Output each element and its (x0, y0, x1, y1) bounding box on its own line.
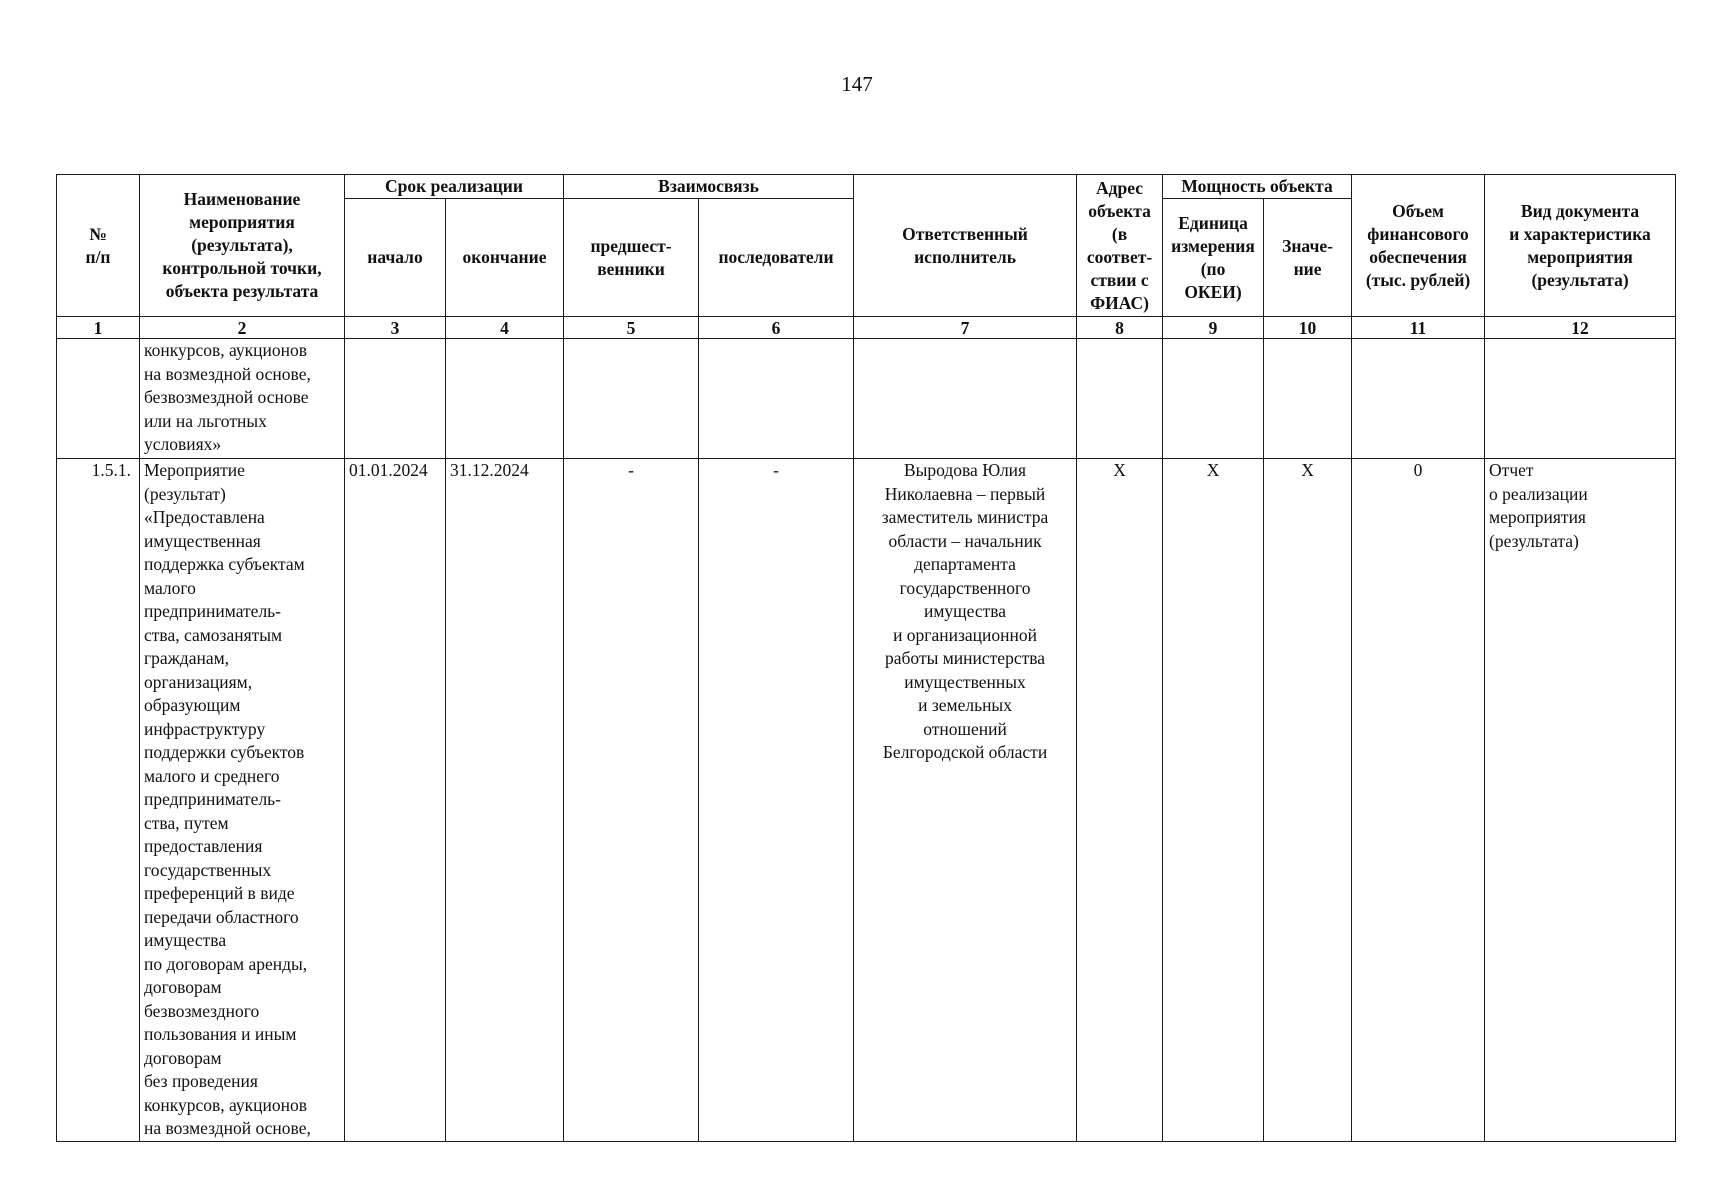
header-address: Адрес объекта (в соответ- ствии с ФИАС) (1077, 175, 1163, 317)
table-header (57, 175, 1676, 317)
column-number: 12 (1485, 317, 1676, 339)
header-successors: последователи (699, 199, 854, 317)
column-number: 9 (1163, 317, 1264, 339)
header-srok: Срок реализации (345, 175, 564, 199)
column-number: 2 (140, 317, 345, 339)
header-start: начало (345, 199, 446, 317)
start-date-cell: 01.01.2024 (345, 459, 446, 1142)
header-number: № п/п (57, 175, 140, 317)
header-end: окончание (446, 199, 564, 317)
activity-name-cell: Мероприятие (результат) «Предоставлена имущественная поддержка субъектам малого предприниматель- ства, самозанятым гражданам, организациям, образующим инфраструктуру поддержки субъектов малого и среднего предприниматель- ства, путем предоставления государственных преференций в виде передачи областного имущества по договорам аренды, договорам безвозмездного пользования и иным договорам без проведения конкурсов, аукционов на возмездной основе, (140, 459, 345, 1142)
cell-empty (854, 339, 1077, 459)
cell-empty (1485, 339, 1676, 459)
continuation-name-cell: конкурсов, аукционов на возмездной основе, безвозмездной основе или на льготных условиях» (140, 339, 345, 459)
table-row (57, 459, 1676, 1142)
column-number: 8 (1077, 317, 1163, 339)
successors-cell: - (699, 459, 854, 1142)
header-name: Наименование мероприятия (результата), контрольной точки, объекта результата (140, 175, 345, 317)
cell-empty (1264, 339, 1352, 459)
column-number: 3 (345, 317, 446, 339)
column-number: 6 (699, 317, 854, 339)
predecessors-cell: - (564, 459, 699, 1142)
cell-empty (699, 339, 854, 459)
table-row (57, 339, 1676, 459)
header-document: Вид документа и характеристика мероприятия (результата) (1485, 175, 1676, 317)
finance-cell: 0 (1352, 459, 1485, 1142)
column-numbers-row (57, 317, 1676, 339)
page-number: 147 (841, 72, 873, 96)
header-unit: Единица измерения (по ОКЕИ) (1163, 199, 1264, 317)
header-vzaimosvyaz: Взаимосвязь (564, 175, 854, 199)
column-number: 7 (854, 317, 1077, 339)
cell-empty (57, 339, 140, 459)
header-finance: Объем финансового обеспечения (тыс. рублей) (1352, 175, 1485, 317)
cell-empty (1163, 339, 1264, 459)
header-predecessors: предшест- венники (564, 199, 699, 317)
value-cell: Х (1264, 459, 1352, 1142)
cell-empty (1077, 339, 1163, 459)
document-cell: Отчет о реализации мероприятия (результата) (1485, 459, 1676, 1142)
column-number: 10 (1264, 317, 1352, 339)
activities-table (56, 174, 1676, 1142)
cell-empty (345, 339, 446, 459)
header-value: Значе- ние (1264, 199, 1352, 317)
column-number: 4 (446, 317, 564, 339)
address-cell: Х (1077, 459, 1163, 1142)
responsible-cell: Выродова Юлия Николаевна – первый заместитель министра области – начальник департамента государственного имущества и организационной работы министерства имущественных и земельных отношений Белгородской области (854, 459, 1077, 1142)
column-number: 5 (564, 317, 699, 339)
header-capacity: Мощность объекта (1163, 175, 1352, 199)
column-number: 11 (1352, 317, 1485, 339)
column-number: 1 (57, 317, 140, 339)
cell-empty (564, 339, 699, 459)
unit-cell: Х (1163, 459, 1264, 1142)
end-date-cell: 31.12.2024 (446, 459, 564, 1142)
row-number-cell: 1.5.1. (57, 459, 140, 1142)
cell-empty (446, 339, 564, 459)
cell-empty (1352, 339, 1485, 459)
header-responsible: Ответственный исполнитель (854, 175, 1077, 317)
